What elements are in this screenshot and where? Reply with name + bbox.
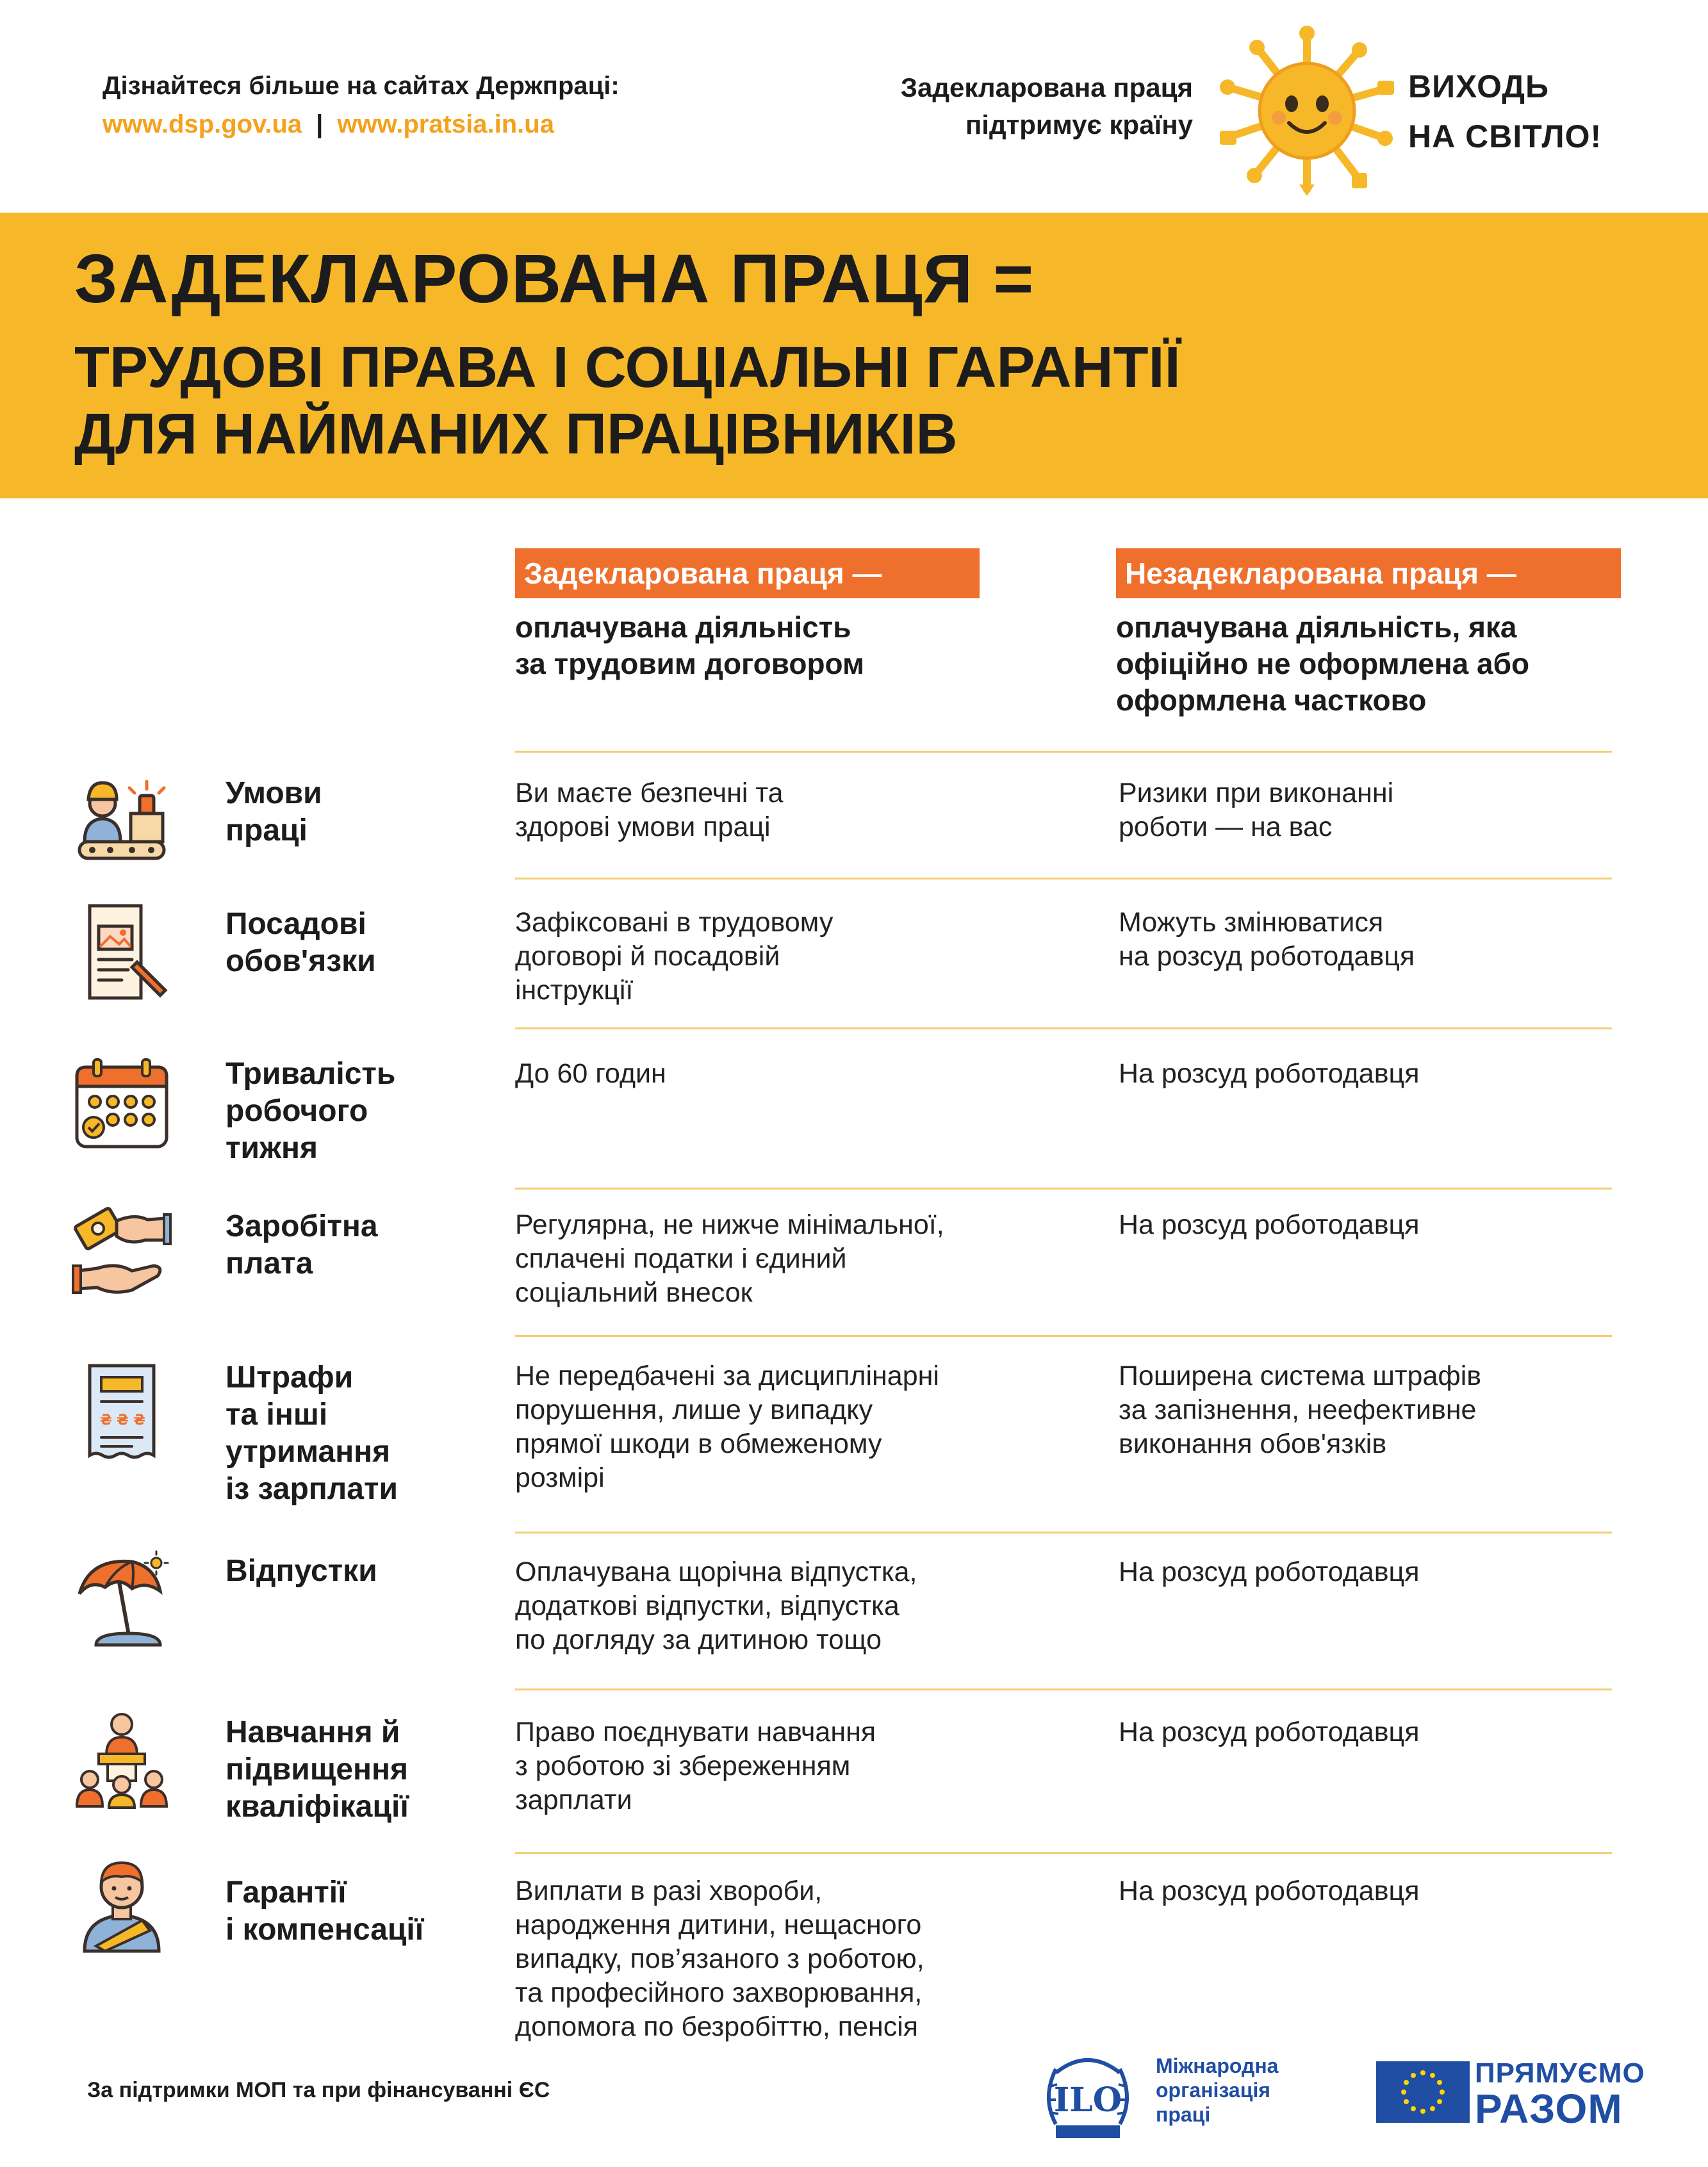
injured-person-icon bbox=[70, 1851, 173, 1954]
svg-text:₴: ₴ bbox=[100, 1412, 112, 1428]
undeclared-work-definition: оплачувана діяльність, яка офіційно не оформлена або оформлена частково bbox=[1116, 610, 1530, 717]
declared-work-definition: оплачувана діяльність за трудовим договором bbox=[515, 610, 865, 680]
row-divider bbox=[515, 751, 1612, 753]
declared-work-heading: Задекларована праця — bbox=[515, 548, 980, 598]
campaign-line-2: НА СВІТЛО! bbox=[1408, 119, 1602, 154]
slogan: Задекларована праця підтримує країну bbox=[900, 72, 1193, 140]
declared-guarantees: Виплати в разі хвороби, народження дитини, нещасного випадку, пов’язаного з роботою, та професійного захворювання, допомога по безробіттю, пенсія bbox=[515, 1876, 924, 2042]
undeclared-guarantees: На розсуд роботодавця bbox=[1119, 1876, 1420, 1906]
campaign-line-1: ВИХОДЬ bbox=[1408, 69, 1549, 104]
support-note: За підтримки МОП та при фінансуванні ЄС bbox=[87, 2078, 550, 2102]
row-label-guarantees: Гарантії і компенсації bbox=[226, 1876, 424, 1947]
row-divider bbox=[515, 1027, 1612, 1029]
row-divider bbox=[515, 1852, 1612, 1854]
ilo-logo-text: ILO bbox=[1053, 2081, 1122, 2120]
link-separator: | bbox=[316, 110, 324, 138]
learn-more-text: Дізнайтеся більше на сайтах Держпраці: bbox=[103, 72, 620, 100]
row-label-fines: Штрафи та інші утримання із зарплати bbox=[226, 1361, 398, 1506]
banner-subheadline-line-2: ДЛЯ НАЙМАНИХ ПРАЦІВНИКІВ bbox=[74, 402, 958, 466]
declared-job-duties: Зафіксовані в трудовому договорі й посадовій інструкції bbox=[515, 907, 833, 1006]
eu-flag-icon bbox=[1376, 2061, 1470, 2123]
declared-salary: Регулярна, не нижче мінімальної, сплачені податки і єдиний соціальний внесок bbox=[515, 1209, 944, 1308]
sun-mascot-icon bbox=[1217, 24, 1397, 197]
banner-headline: ЗАДЕКЛАРОВАНА ПРАЦЯ = bbox=[74, 240, 1035, 317]
calendar-icon bbox=[70, 1053, 173, 1156]
website-links bbox=[103, 110, 554, 139]
row-label-job-duties: Посадові обов'язки bbox=[226, 907, 376, 978]
ilo-name: Міжнародна організація праці bbox=[1156, 2054, 1279, 2126]
undeclared-salary: На розсуд роботодавця bbox=[1119, 1209, 1420, 1240]
document-pen-icon bbox=[70, 901, 173, 1003]
undeclared-work-week: На розсуд роботодавця bbox=[1119, 1058, 1420, 1089]
row-label-work-week: Тривалість робочого тижня bbox=[226, 1057, 396, 1165]
undeclared-work-heading: Незадекларована праця — bbox=[1116, 548, 1621, 598]
training-audience-icon bbox=[70, 1708, 173, 1810]
declared-work-week: До 60 годин bbox=[515, 1058, 666, 1089]
row-divider bbox=[515, 1335, 1612, 1337]
row-label-working-conditions: Умови праці bbox=[226, 776, 322, 847]
banner-subheadline bbox=[74, 334, 1180, 468]
row-label-training: Навчання й підвищення кваліфікації bbox=[226, 1715, 409, 1824]
eu-slogan-line-1: ПРЯМУЄМО bbox=[1475, 2057, 1645, 2089]
factory-worker-icon bbox=[70, 766, 173, 869]
eu-slogan-line-2: РАЗОМ bbox=[1475, 2086, 1623, 2132]
row-divider bbox=[515, 1532, 1612, 1533]
row-divider bbox=[515, 1188, 1612, 1190]
row-divider bbox=[515, 878, 1612, 879]
svg-text:₴: ₴ bbox=[133, 1412, 145, 1428]
declared-vacations: Оплачувана щорічна відпустка, додаткові відпустки, відпустка по догляду за дитиною тощо bbox=[515, 1557, 917, 1655]
link-pratsia[interactable]: www.pratsia.in.ua bbox=[337, 110, 554, 138]
undeclared-job-duties: Можуть змінюватися на розсуд роботодавця bbox=[1119, 907, 1415, 972]
eu-slogan bbox=[1475, 2057, 1645, 2132]
title-banner bbox=[0, 213, 1708, 498]
declared-fines: Не передбачені за дисциплінарні порушення, лише у випадку прямої шкоди в обмеженому розмірі bbox=[515, 1361, 939, 1493]
declared-training: Право поєднувати навчання з роботою зі збереженням зарплати bbox=[515, 1717, 876, 1815]
row-label-salary: Заробітна плата bbox=[226, 1209, 378, 1280]
undeclared-working-conditions: Ризики при виконанні роботи — на вас bbox=[1119, 778, 1394, 842]
undeclared-fines: Поширена система штрафів за запізнення, неефективне виконання обов'язків bbox=[1119, 1361, 1482, 1459]
ilo-logo-icon bbox=[1037, 2047, 1139, 2143]
campaign-title bbox=[1408, 61, 1602, 161]
row-label-vacations: Відпустки bbox=[226, 1554, 377, 1588]
beach-umbrella-icon bbox=[70, 1549, 173, 1651]
receipt-icon bbox=[70, 1362, 173, 1464]
undeclared-training: На розсуд роботодавця bbox=[1119, 1717, 1420, 1747]
row-divider bbox=[515, 1689, 1612, 1690]
undeclared-vacations: На розсуд роботодавця bbox=[1119, 1557, 1420, 1587]
link-dsp[interactable]: www.dsp.gov.ua bbox=[103, 110, 302, 138]
declared-working-conditions: Ви маєте безпечні та здорові умови праці bbox=[515, 778, 784, 842]
svg-text:₴: ₴ bbox=[117, 1412, 129, 1428]
banner-subheadline-line-1: ТРУДОВІ ПРАВА І СОЦІАЛЬНІ ГАРАНТІЇ bbox=[74, 336, 1181, 400]
money-hand-icon bbox=[70, 1202, 173, 1304]
